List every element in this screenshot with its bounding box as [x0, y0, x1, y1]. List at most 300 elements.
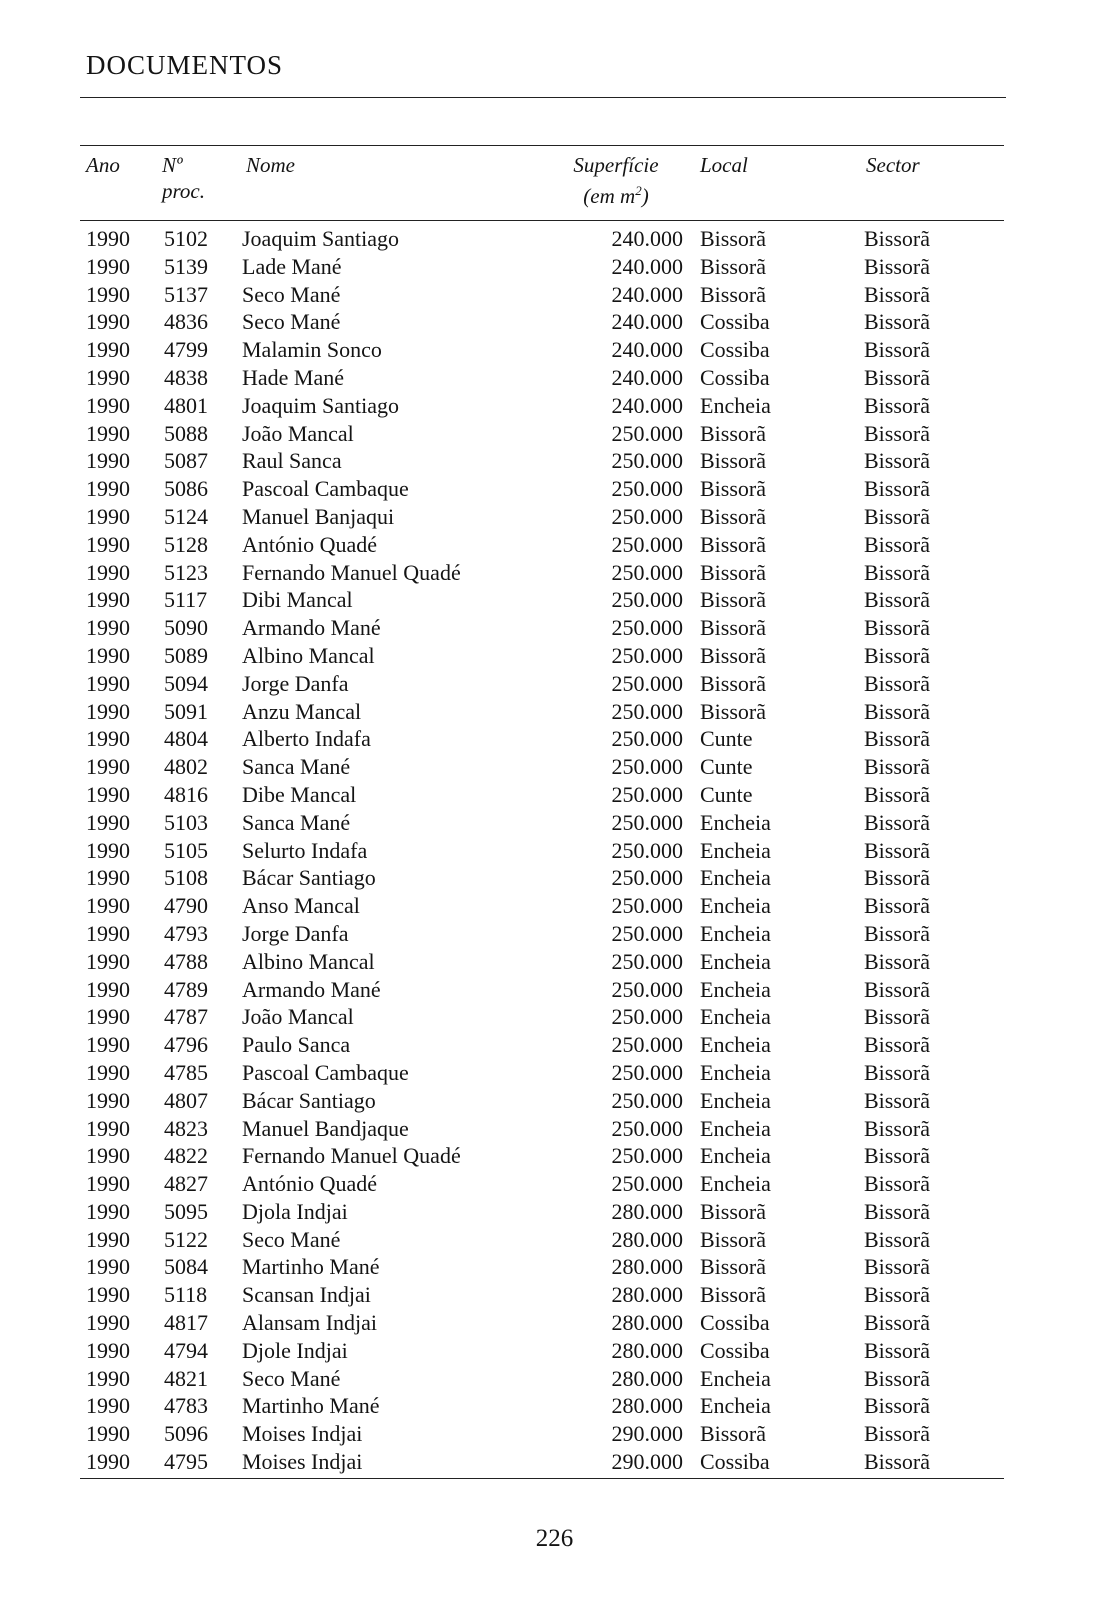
cell-superficie: 280.000: [611, 1254, 683, 1280]
table-row: [80, 1142, 1004, 1170]
cell-ano: 1990: [86, 1115, 130, 1141]
cell-superficie: 250.000: [611, 1032, 683, 1058]
cell-superficie: 250.000: [611, 1115, 683, 1141]
table-row: [80, 1392, 1004, 1420]
cell-nome: Hade Mané: [242, 364, 345, 390]
cell-sector: Bissorã: [864, 448, 930, 474]
table-row: [80, 1198, 1004, 1226]
cell-local: Encheia: [700, 948, 771, 974]
cell-sector: Bissorã: [864, 976, 930, 1002]
cell-local: Encheia: [700, 976, 771, 1002]
table-row: [80, 336, 1004, 364]
cell-ano: 1990: [86, 754, 130, 780]
column-header-superficie-line2: [556, 178, 676, 209]
cell-nome: Armando Mané: [242, 615, 381, 641]
cell-ano: 1990: [86, 642, 130, 668]
cell-nome: Albino Mancal: [242, 948, 375, 974]
cell-proc: 5089: [164, 642, 208, 668]
cell-nome: António Quadé: [242, 531, 378, 557]
cell-nome: Seco Mané: [242, 309, 341, 335]
cell-local: Bissorã: [700, 642, 766, 668]
cell-superficie: 250.000: [611, 948, 683, 974]
cell-sector: Bissorã: [864, 1087, 930, 1113]
cell-proc: 4790: [164, 893, 208, 919]
cell-superficie: 240.000: [611, 337, 683, 363]
cell-superficie: 290.000: [611, 1449, 683, 1475]
cell-nome: Martinho Mané: [242, 1393, 380, 1419]
cell-nome: Pascoal Cambaque: [242, 1059, 409, 1085]
cell-sector: Bissorã: [864, 754, 930, 780]
cell-local: Encheia: [700, 1087, 771, 1113]
cell-sector: Bissorã: [864, 503, 930, 529]
table-row: [80, 698, 1004, 726]
cell-ano: 1990: [86, 976, 130, 1002]
cell-ano: 1990: [86, 476, 130, 502]
cell-proc: 4801: [164, 392, 208, 418]
cell-nome: Fernando Manuel Quadé: [242, 559, 461, 585]
cell-local: Encheia: [700, 1115, 771, 1141]
table-row: [80, 420, 1004, 448]
cell-ano: 1990: [86, 1059, 130, 1085]
cell-superficie: 250.000: [611, 1143, 683, 1169]
cell-nome: Martinho Mané: [242, 1254, 380, 1280]
cell-superficie: 250.000: [611, 1004, 683, 1030]
cell-ano: 1990: [86, 448, 130, 474]
cell-local: Cunte: [700, 781, 753, 807]
cell-superficie: 250.000: [611, 920, 683, 946]
table-row: [80, 225, 1004, 253]
cell-nome: Pascoal Cambaque: [242, 476, 409, 502]
cell-nome: Seco Mané: [242, 1365, 341, 1391]
cell-sector: Bissorã: [864, 253, 930, 279]
cell-sector: Bissorã: [864, 920, 930, 946]
cell-nome: Alansam Indjai: [242, 1310, 378, 1336]
cell-sector: Bissorã: [864, 865, 930, 891]
cell-sector: Bissorã: [864, 893, 930, 919]
table-row: [80, 392, 1004, 420]
cell-ano: 1990: [86, 337, 130, 363]
table-row: [80, 809, 1004, 837]
cell-local: Encheia: [700, 1143, 771, 1169]
cell-superficie: 240.000: [611, 364, 683, 390]
cell-sector: Bissorã: [864, 1421, 930, 1447]
cell-nome: Albino Mancal: [242, 642, 375, 668]
cell-proc: 4822: [164, 1143, 208, 1169]
cell-proc: 4789: [164, 976, 208, 1002]
table-row: [80, 1309, 1004, 1337]
cell-nome: Dibe Mancal: [242, 781, 357, 807]
cell-ano: 1990: [86, 1449, 130, 1475]
cell-local: Bissorã: [700, 698, 766, 724]
cell-superficie: 280.000: [611, 1393, 683, 1419]
cell-superficie: 250.000: [611, 809, 683, 835]
cell-superficie: 250.000: [611, 476, 683, 502]
cell-local: Encheia: [700, 1059, 771, 1085]
cell-nome: Fernando Manuel Quadé: [242, 1143, 461, 1169]
cell-nome: Moises Indjai: [242, 1421, 363, 1447]
cell-superficie: 250.000: [611, 559, 683, 585]
cell-ano: 1990: [86, 531, 130, 557]
cell-proc: 4804: [164, 726, 208, 752]
cell-local: Encheia: [700, 1032, 771, 1058]
cell-local: Bissorã: [700, 531, 766, 557]
cell-proc: 4799: [164, 337, 208, 363]
cell-ano: 1990: [86, 726, 130, 752]
cell-superficie: 250.000: [611, 754, 683, 780]
cell-local: Bissorã: [700, 281, 766, 307]
cell-nome: Anso Mancal: [242, 893, 360, 919]
cell-local: Encheia: [700, 920, 771, 946]
cell-superficie: 280.000: [611, 1310, 683, 1336]
cell-ano: 1990: [86, 1310, 130, 1336]
cell-sector: Bissorã: [864, 309, 930, 335]
cell-nome: Joaquim Santiago: [242, 392, 400, 418]
cell-nome: António Quadé: [242, 1171, 378, 1197]
cell-local: Bissorã: [700, 503, 766, 529]
cell-superficie: 240.000: [611, 392, 683, 418]
cell-local: Encheia: [700, 893, 771, 919]
table-row: [80, 447, 1004, 475]
cell-sector: Bissorã: [864, 476, 930, 502]
cell-ano: 1990: [86, 948, 130, 974]
cell-proc: 5102: [164, 226, 208, 251]
cell-local: Encheia: [700, 1171, 771, 1197]
cell-proc: 4785: [164, 1059, 208, 1085]
table-row: [80, 1087, 1004, 1115]
table-row: [80, 976, 1004, 1004]
cell-nome: Seco Mané: [242, 281, 341, 307]
table-row: [80, 503, 1004, 531]
cell-nome: João Mancal: [242, 1004, 354, 1030]
cell-superficie: 280.000: [611, 1337, 683, 1363]
cell-ano: 1990: [86, 309, 130, 335]
cell-nome: Djola Indjai: [242, 1198, 348, 1224]
cell-proc: 4794: [164, 1337, 208, 1363]
superficie-unit-prefix: (em m: [583, 184, 636, 208]
cell-ano: 1990: [86, 1421, 130, 1447]
cell-sector: Bissorã: [864, 1171, 930, 1197]
cell-sector: Bissorã: [864, 1143, 930, 1169]
cell-proc: 5103: [164, 809, 208, 835]
cell-ano: 1990: [86, 420, 130, 446]
cell-ano: 1990: [86, 1337, 130, 1363]
cell-superficie: 250.000: [611, 642, 683, 668]
cell-local: Encheia: [700, 392, 771, 418]
cell-proc: 5122: [164, 1226, 208, 1252]
cell-superficie: 240.000: [611, 226, 683, 251]
column-header-proc-line1: Nº: [162, 153, 183, 177]
cell-sector: Bissorã: [864, 281, 930, 307]
cell-nome: Selurto Indafa: [242, 837, 368, 863]
cell-sector: Bissorã: [864, 1337, 930, 1363]
cell-local: Encheia: [700, 837, 771, 863]
table-row: [80, 725, 1004, 753]
cell-sector: Bissorã: [864, 392, 930, 418]
column-header-proc: [162, 152, 205, 204]
cell-nome: Sanca Mané: [242, 754, 351, 780]
cell-proc: 5117: [164, 587, 208, 613]
cell-ano: 1990: [86, 364, 130, 390]
cell-sector: Bissorã: [864, 364, 930, 390]
cell-sector: Bissorã: [864, 809, 930, 835]
cell-sector: Bissorã: [864, 1198, 930, 1224]
cell-sector: Bissorã: [864, 226, 930, 251]
table-row: [80, 1059, 1004, 1087]
cell-proc: 5086: [164, 476, 208, 502]
cell-superficie: 250.000: [611, 503, 683, 529]
table-row: [80, 1281, 1004, 1309]
cell-superficie: 250.000: [611, 420, 683, 446]
cell-nome: Moises Indjai: [242, 1449, 363, 1475]
cell-proc: 4817: [164, 1310, 208, 1336]
cell-ano: 1990: [86, 1365, 130, 1391]
cell-local: Encheia: [700, 865, 771, 891]
table-bottom-rule: [80, 1478, 1004, 1479]
cell-superficie: 280.000: [611, 1198, 683, 1224]
cell-ano: 1990: [86, 615, 130, 641]
cell-nome: Alberto Indafa: [242, 726, 371, 752]
cell-nome: Jorge Danfa: [242, 920, 349, 946]
table-row: [80, 1170, 1004, 1198]
cell-proc: 5091: [164, 698, 208, 724]
table-row: [80, 559, 1004, 587]
cell-nome: Scansan Indjai: [242, 1282, 371, 1308]
cell-proc: 4823: [164, 1115, 208, 1141]
cell-local: Cossiba: [700, 1337, 770, 1363]
column-header-ano: Ano: [86, 153, 120, 177]
cell-nome: Paulo Sanca: [242, 1032, 351, 1058]
table-row: [80, 364, 1004, 392]
cell-sector: Bissorã: [864, 642, 930, 668]
cell-local: Bissorã: [700, 1226, 766, 1252]
table-row: [80, 253, 1004, 281]
cell-superficie: 250.000: [611, 1171, 683, 1197]
cell-proc: 5105: [164, 837, 208, 863]
cell-ano: 1990: [86, 865, 130, 891]
cell-local: Bissorã: [700, 559, 766, 585]
cell-sector: Bissorã: [864, 587, 930, 613]
table-row: [80, 475, 1004, 503]
cell-sector: Bissorã: [864, 337, 930, 363]
cell-proc: 5137: [164, 281, 208, 307]
table-row: [80, 586, 1004, 614]
table-row: [80, 1003, 1004, 1031]
superficie-unit-exponent: 2: [635, 183, 642, 198]
cell-local: Bissorã: [700, 476, 766, 502]
table-row: [80, 892, 1004, 920]
cell-ano: 1990: [86, 920, 130, 946]
cell-proc: 4816: [164, 781, 208, 807]
page-number: 226: [535, 1525, 574, 1552]
cell-sector: Bissorã: [864, 1449, 930, 1475]
cell-local: Encheia: [700, 1365, 771, 1391]
table-row: [80, 670, 1004, 698]
cell-nome: Jorge Danfa: [242, 670, 349, 696]
land-registry-table: [80, 145, 1004, 1479]
cell-superficie: 250.000: [611, 448, 683, 474]
cell-superficie: 250.000: [611, 1059, 683, 1085]
header-rule: [80, 97, 1006, 98]
table-row: [80, 920, 1004, 948]
cell-nome: Joaquim Santiago: [242, 226, 400, 251]
cell-superficie: 250.000: [611, 893, 683, 919]
cell-sector: Bissorã: [864, 1282, 930, 1308]
cell-proc: 4788: [164, 948, 208, 974]
cell-ano: 1990: [86, 1143, 130, 1169]
table-column-headers: [80, 146, 1004, 220]
cell-ano: 1990: [86, 253, 130, 279]
cell-local: Bissorã: [700, 615, 766, 641]
cell-nome: Djole Indjai: [242, 1337, 348, 1363]
cell-nome: Lade Mané: [242, 253, 342, 279]
cell-local: Bissorã: [700, 420, 766, 446]
cell-superficie: 250.000: [611, 1087, 683, 1113]
cell-local: Cunte: [700, 726, 753, 752]
cell-local: Cossiba: [700, 309, 770, 335]
cell-proc: 4795: [164, 1449, 208, 1475]
superficie-unit-suffix: ): [641, 184, 649, 208]
cell-local: Cossiba: [700, 364, 770, 390]
cell-ano: 1990: [86, 1282, 130, 1308]
cell-ano: 1990: [86, 281, 130, 307]
cell-superficie: 250.000: [611, 726, 683, 752]
table-row: [80, 1420, 1004, 1448]
cell-local: Cossiba: [700, 1449, 770, 1475]
cell-ano: 1990: [86, 1198, 130, 1224]
cell-sector: Bissorã: [864, 1115, 930, 1141]
cell-local: Cunte: [700, 754, 753, 780]
cell-ano: 1990: [86, 559, 130, 585]
cell-local: Cossiba: [700, 1310, 770, 1336]
cell-sector: Bissorã: [864, 1254, 930, 1280]
cell-sector: Bissorã: [864, 1059, 930, 1085]
cell-proc: 5124: [164, 503, 208, 529]
table-row: [80, 1253, 1004, 1281]
cell-sector: Bissorã: [864, 615, 930, 641]
column-header-nome: Nome: [246, 153, 295, 177]
cell-proc: 5128: [164, 531, 208, 557]
cell-superficie: 280.000: [611, 1282, 683, 1308]
table-row: [80, 281, 1004, 309]
cell-proc: 5088: [164, 420, 208, 446]
cell-local: Bissorã: [700, 1421, 766, 1447]
cell-ano: 1990: [86, 670, 130, 696]
cell-local: Bissorã: [700, 448, 766, 474]
cell-superficie: 250.000: [611, 587, 683, 613]
cell-ano: 1990: [86, 809, 130, 835]
cell-proc: 4793: [164, 920, 208, 946]
cell-sector: Bissorã: [864, 837, 930, 863]
cell-sector: Bissorã: [864, 670, 930, 696]
cell-sector: Bissorã: [864, 948, 930, 974]
cell-local: Encheia: [700, 1004, 771, 1030]
cell-nome: Manuel Banjaqui: [242, 503, 395, 529]
cell-local: Bissorã: [700, 670, 766, 696]
table-row: [80, 1031, 1004, 1059]
cell-sector: Bissorã: [864, 781, 930, 807]
cell-superficie: 250.000: [611, 615, 683, 641]
cell-nome: Anzu Mancal: [242, 698, 362, 724]
table-row: [80, 308, 1004, 336]
cell-sector: Bissorã: [864, 531, 930, 557]
table-row: [80, 1115, 1004, 1143]
cell-sector: Bissorã: [864, 698, 930, 724]
cell-superficie: 250.000: [611, 976, 683, 1002]
column-header-sector: Sector: [866, 153, 920, 177]
cell-nome: João Mancal: [242, 420, 354, 446]
cell-proc: 5118: [164, 1282, 208, 1308]
cell-superficie: 250.000: [611, 698, 683, 724]
table-row: [80, 753, 1004, 781]
table-body: [80, 221, 1004, 1478]
cell-sector: Bissorã: [864, 1393, 930, 1419]
cell-superficie: 240.000: [611, 309, 683, 335]
table-row: [80, 837, 1004, 865]
cell-ano: 1990: [86, 503, 130, 529]
cell-proc: 5090: [164, 615, 208, 641]
cell-proc: 4796: [164, 1032, 208, 1058]
cell-nome: Malamin Sonco: [242, 337, 382, 363]
cell-superficie: 280.000: [611, 1365, 683, 1391]
cell-proc: 4807: [164, 1087, 208, 1113]
page-header-title: DOCUMENTOS: [86, 50, 284, 80]
cell-local: Cossiba: [700, 337, 770, 363]
cell-superficie: 250.000: [611, 531, 683, 557]
cell-ano: 1990: [86, 1393, 130, 1419]
cell-local: Bissorã: [700, 226, 766, 251]
cell-sector: Bissorã: [864, 1226, 930, 1252]
cell-proc: 5094: [164, 670, 208, 696]
cell-sector: Bissorã: [864, 1365, 930, 1391]
cell-ano: 1990: [86, 698, 130, 724]
cell-superficie: 290.000: [611, 1421, 683, 1447]
cell-superficie: 240.000: [611, 281, 683, 307]
cell-proc: 4838: [164, 364, 208, 390]
table-row: [80, 1337, 1004, 1365]
cell-proc: 4827: [164, 1171, 208, 1197]
table-row: [80, 531, 1004, 559]
cell-ano: 1990: [86, 1004, 130, 1030]
cell-local: Bissorã: [700, 1282, 766, 1308]
cell-nome: Bácar Santiago: [242, 1087, 376, 1113]
cell-nome: Raul Sanca: [242, 448, 342, 474]
cell-ano: 1990: [86, 1226, 130, 1252]
cell-local: Bissorã: [700, 1254, 766, 1280]
cell-sector: Bissorã: [864, 1310, 930, 1336]
cell-nome: Dibi Mancal: [242, 587, 353, 613]
cell-sector: Bissorã: [864, 1004, 930, 1030]
cell-ano: 1990: [86, 392, 130, 418]
table-row: [80, 614, 1004, 642]
cell-nome: Seco Mané: [242, 1226, 341, 1252]
cell-nome: Armando Mané: [242, 976, 381, 1002]
cell-ano: 1990: [86, 837, 130, 863]
table-row: [80, 948, 1004, 976]
cell-proc: 5123: [164, 559, 208, 585]
table-row: [80, 1448, 1004, 1476]
column-header-proc-line2: proc.: [162, 179, 205, 203]
cell-superficie: 250.000: [611, 670, 683, 696]
cell-local: Encheia: [700, 1393, 771, 1419]
table-row: [80, 781, 1004, 809]
cell-sector: Bissorã: [864, 559, 930, 585]
cell-proc: 5087: [164, 448, 208, 474]
cell-nome: Bácar Santiago: [242, 865, 376, 891]
cell-superficie: 280.000: [611, 1226, 683, 1252]
cell-nome: Manuel Bandjaque: [242, 1115, 409, 1141]
cell-proc: 5096: [164, 1421, 208, 1447]
cell-superficie: 250.000: [611, 781, 683, 807]
